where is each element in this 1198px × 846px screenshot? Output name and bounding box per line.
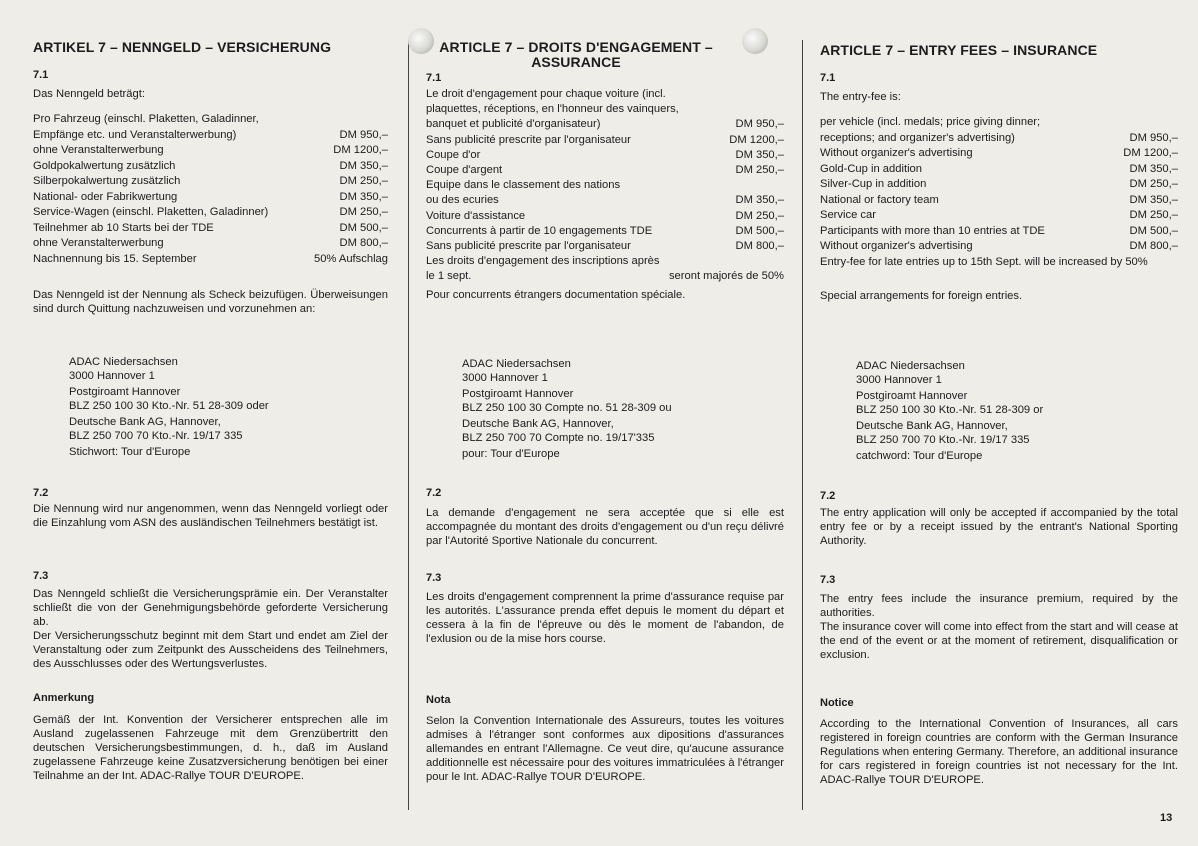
address-line: Deutsche Bank AG, Hannover, [462, 418, 614, 430]
fr-note-heading: Nota [426, 694, 451, 706]
address-line: Deutsche Bank AG, Hannover, [856, 420, 1008, 432]
fee-row-label: Entry-fee for late entries up to 15th Sept. will be increased by 50% [820, 255, 1148, 268]
fee-row-label: Service car [820, 209, 876, 221]
en-note-text: According to the International Convention of Insurances, all cars registered in foreign countries are conform with the German Insurance Regulations when entering Germany. Therefore, an additional insurance for cars registered in foreign countries ist not necessary for the Int. ADAC-Rallye TOUR D'EUROPE. [820, 718, 1178, 786]
fee-row-label: Voiture d'assistance [426, 209, 526, 222]
fee-row-label: Gold-Cup in addition [820, 162, 922, 175]
fr-title-line1: ARTICLE 7 – DROITS D'ENGAGEMENT – [439, 39, 713, 55]
fee-row-label: Silberpokalwertung zusätzlich [33, 175, 181, 187]
column-divider [802, 40, 803, 810]
address-line: 3000 Hannover 1 [69, 370, 155, 382]
fee-row-value: DM 350,– [339, 190, 388, 203]
fee-row-label: Participants with more than 10 entries at TDE [820, 224, 1045, 237]
fee-row-label: Empfänge etc. und Veranstalterwerbung) [33, 128, 237, 141]
fee-row-value: DM 250,– [1129, 178, 1178, 190]
fee-row-value: DM 250,– [1129, 209, 1178, 221]
address-line: Postgiroamt Hannover [462, 388, 574, 400]
fr-section-7-2: 7.2 [426, 487, 442, 499]
german-column [33, 0, 388, 846]
de-note-text: Gemäß der Int. Konvention der Versicherer entsprechen alle im Ausland zugelassenen Fahrzeuge mit dem Grenzübertritt den deutschen Versicherungsbestimmungen, d. h., daß im Ausland zugelassene Fahrzeuge keine Zusatzversicherung benötigen bei einer Teilnahme an der Int. ADAC-Rallye TOUR D'EUROPE. [33, 714, 388, 782]
fee-row-value: DM 950,– [1129, 131, 1178, 144]
fee-row-label: Le droit d'engagement pour chaque voiture (incl. [426, 88, 666, 100]
fee-row-label: National- oder Fabrikwertung [33, 190, 178, 203]
fee-row-value: DM 250,– [339, 175, 388, 187]
page-number: 13 [1160, 812, 1173, 824]
en-title: ARTICLE 7 – ENTRY FEES – INSURANCE [820, 42, 1098, 58]
fee-row-label: ou des ecuries [426, 194, 499, 207]
fee-row-value: DM 250,– [339, 206, 388, 218]
fee-row-value: DM 350,– [735, 148, 784, 161]
fee-row-value: DM 350,– [1129, 193, 1178, 206]
de-7-3-text2: Der Versicherungsschutz beginnt mit dem Start und endet am Ziel der Veranstaltung oder zum Zeitpunkt des Ausscheidens des Teilnehmers, des Ausschlusses oder des Wertungsverlustes. [33, 630, 388, 670]
fee-row-label: le 1 sept. [426, 270, 472, 283]
en-7-2-text: The entry application will only be accepted if accompanied by the total entry fee or by a receipt issued by the entrant's National Sporting Authority. [820, 507, 1178, 547]
french-column [426, 0, 784, 846]
address-line: BLZ 250 700 70 Compte no. 19/17'335 [462, 432, 655, 444]
address-line: Deutsche Bank AG, Hannover, [69, 416, 221, 428]
fee-row-label: plaquettes, réceptions, en l'honneur des vainquers, [426, 103, 679, 116]
fee-row-label: Goldpokalwertung zusätzlich [33, 159, 176, 172]
fee-row-value: DM 350,– [735, 194, 784, 207]
de-7-2-text: Die Nennung wird nur angenommen, wenn das Nenngeld vorliegt oder die Einzahlung vom ASN des ausländischen Teilnehmers bestätigt ist. [33, 503, 388, 529]
fee-row-label: Without organizer's advertising [820, 240, 973, 252]
english-column [820, 0, 1178, 846]
fee-row-value: DM 1200,– [729, 133, 784, 146]
fee-row-value: DM 350,– [339, 159, 388, 172]
en-foreign-note: Special arrangements for foreign entries. [820, 290, 1023, 302]
fr-title-line2: ASSURANCE [531, 54, 621, 70]
fee-row-label: Teilnehmer ab 10 Starts bei der TDE [33, 221, 214, 234]
address-line: BLZ 250 100 30 Compte no. 51 28-309 ou [462, 402, 672, 414]
fr-section-7-3: 7.3 [426, 572, 442, 584]
column-divider [408, 40, 409, 810]
fee-row-value: DM 250,– [735, 209, 784, 222]
fee-row-label: Service-Wagen (einschl. Plaketten, Galadinner) [33, 206, 269, 218]
fee-row-label: Coupe d'or [426, 148, 481, 161]
fee-row-label: Silver-Cup in addition [820, 178, 927, 190]
fee-row-label: banquet et publicité d'organisateur) [426, 118, 601, 131]
fee-row-value: DM 500,– [339, 221, 388, 234]
fee-row-value: DM 950,– [339, 128, 388, 141]
de-7-3-text: Das Nenngeld schließt die Versicherungsprämie ein. Der Veranstalter schließt die von der Genehmigungsbehörde geforderte Versicherung ab. [33, 588, 388, 628]
address-line: 3000 Hannover 1 [462, 372, 548, 384]
fee-row-label: Sans publicité prescrite par l'organisateur [426, 133, 631, 146]
address-line: Stichwort: Tour d'Europe [69, 446, 191, 458]
address-line: ADAC Niedersachsen [69, 356, 178, 368]
fee-row-value: seront majorés de 50% [668, 270, 784, 283]
fr-note-text: Selon la Convention Internationale des Assureurs, toutes les voitures admises à l'étranger sont conformes aux dipositions d'assurances allemandes en entrant l'Allemagne. Ce veut dire, qu'aucune assurance additionnelle est nécessaire pour des voitures immatriculées à l'étranger pour le Int. ADAC-Rallye TOUR D'EUROPE. [426, 715, 784, 783]
address-line: 3000 Hannover 1 [856, 374, 942, 386]
fee-row-value: 50% Aufschlag [313, 252, 388, 265]
de-section-7-3: 7.3 [33, 570, 49, 582]
fee-row-value: DM 800,– [1129, 240, 1178, 252]
fee-row-label: Pro Fahrzeug (einschl. Plaketten, Galadinner, [33, 113, 259, 125]
fr-7-2-text: La demande d'engagement ne sera acceptée que si elle est accompagnée du montant des droits d'engagement ou d'un reçu délivré par l'Autorité Sportive Nationale du concurrent. [426, 507, 784, 547]
fee-row-label: receptions; and organizer's advertising) [820, 131, 1015, 144]
fee-row-value: DM 800,– [339, 237, 388, 249]
fr-7-3-text: Les droits d'engagement comprennent la prime d'assurance requise par les autorités. L'assurance prenda effet depuis le moment du départ et cessera à la fin de l'épreuve ou dès le moment de l'abandon, de l'exlusion ou de la mise hors course. [426, 591, 784, 645]
address-line: Postgiroamt Hannover [69, 386, 181, 398]
en-note-heading: Notice [820, 697, 854, 709]
fee-row-label: per vehicle (incl. medals; price giving dinner; [820, 116, 1041, 128]
fee-row-label: National or factory team [820, 193, 939, 206]
address-line: BLZ 250 100 30 Kto.-Nr. 51 28-309 oder [69, 400, 269, 412]
fee-row-label: Concurrents à partir de 10 engagements TDE [426, 224, 653, 237]
address-line: BLZ 250 700 70 Kto.-Nr. 19/17 335 [856, 434, 1030, 446]
de-payment-text: Das Nenngeld ist der Nennung als Scheck beizufügen. Überweisungen sind durch Quittung nachzuweisen und vorzunehmen an: [33, 289, 388, 315]
en-section-7-2: 7.2 [820, 490, 836, 502]
en-7-3-text: The entry fees include the insurance premium, required by the authorities. [820, 593, 1178, 619]
en-section-7-3: 7.3 [820, 574, 836, 586]
fee-row-value: DM 500,– [1129, 224, 1178, 237]
fee-row-label: Equipe dans le classement des nations [426, 179, 621, 192]
address-line: Postgiroamt Hannover [856, 390, 968, 402]
fee-row-label: ohne Veranstalterwerbung [33, 144, 164, 156]
address-line: ADAC Niedersachsen [856, 360, 965, 372]
de-note-heading: Anmerkung [33, 692, 95, 704]
fee-row-value: DM 950,– [735, 118, 784, 131]
address-line: BLZ 250 700 70 Kto.-Nr. 19/17 335 [69, 430, 243, 442]
de-section-7-2: 7.2 [33, 487, 49, 499]
fee-row-value: DM 800,– [735, 240, 784, 252]
fee-row-value: DM 1200,– [1123, 147, 1178, 159]
en-section-7-1: 7.1 [820, 72, 836, 84]
address-line: pour: Tour d'Europe [462, 448, 560, 460]
fee-row-label: ohne Veranstalterwerbung [33, 237, 164, 249]
address-line: BLZ 250 100 30 Kto.-Nr. 51 28-309 or [856, 404, 1044, 416]
address-line: catchword: Tour d'Europe [856, 450, 983, 462]
fee-row-value: DM 1200,– [333, 144, 388, 156]
de-section-7-1: 7.1 [33, 69, 49, 81]
en-7-3-text2: The insurance cover will come into effect from the start and will cease at the end of the event or at the moment of retirement, disqualification or exclusion. [820, 621, 1178, 661]
fee-row-label: Sans publicité prescrite par l'organisateur [426, 240, 631, 252]
fee-row-label: Coupe d'argent [426, 164, 503, 176]
fee-row-value: DM 250,– [735, 164, 784, 176]
address-line: ADAC Niedersachsen [462, 358, 571, 370]
de-fee-intro: Das Nenngeld beträgt: [33, 88, 145, 100]
fee-row-value: DM 350,– [1129, 162, 1178, 175]
de-title: ARTIKEL 7 – NENNGELD – VERSICHERUNG [33, 39, 332, 55]
fee-row-label: Les droits d'engagement des inscriptions après [426, 255, 660, 268]
fr-foreign-note: Pour concurrents étrangers documentation spéciale. [426, 289, 686, 301]
fee-row-value: DM 500,– [735, 224, 784, 237]
fee-row-label: Nachnennung bis 15. September [33, 252, 197, 265]
en-fee-intro: The entry-fee is: [820, 91, 901, 103]
fr-section-7-1: 7.1 [426, 72, 442, 84]
fee-row-label: Without organizer's advertising [820, 147, 973, 159]
